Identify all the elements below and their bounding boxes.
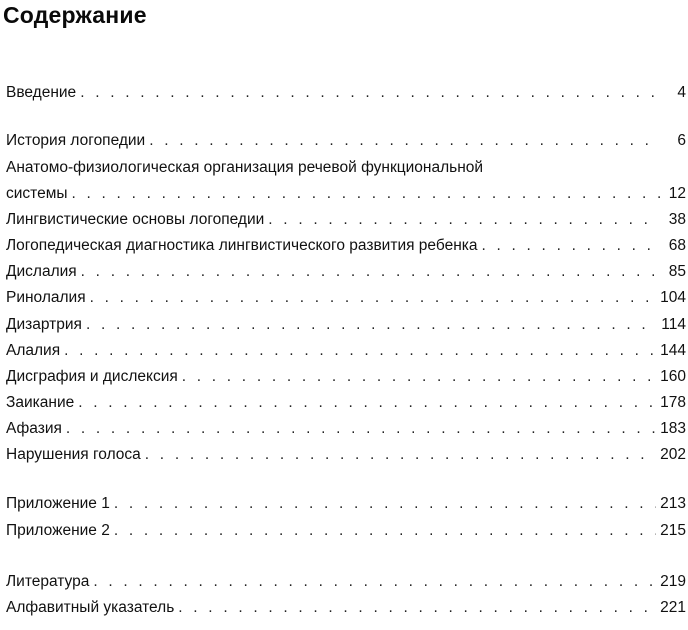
dot-leader [93,571,656,593]
toc-entry-stuttering[interactable] [6,392,686,414]
page-title: Содержание [3,2,147,28]
toc-entry-page: 160 [660,368,686,385]
toc-entry-label: Дизартрия [6,316,82,333]
toc-entry-page: 38 [668,211,686,228]
toc-entry-label: Введение [6,84,77,101]
toc-entry-label: Лингвистические основы логопедии [6,211,265,228]
toc-entry-label: Дисграфия и дислексия [6,368,178,385]
toc-entry-page: 104 [660,289,686,306]
dot-leader [268,209,660,231]
dot-leader [182,366,656,388]
toc-entry-page: 12 [668,185,686,202]
toc-entry-page: 213 [660,495,686,512]
toc-entry-page: 183 [660,420,686,437]
toc-entry-history[interactable] [6,130,686,152]
toc-entry-dysarthria[interactable] [6,314,686,336]
dot-leader [145,444,656,466]
dot-leader [149,130,660,152]
table-of-contents [6,0,686,630]
toc-entry-index[interactable] [6,597,686,619]
toc-entry-appendix-2[interactable] [6,520,686,542]
toc-entry-linguistic-basics[interactable] [6,209,686,231]
toc-entry-dyslalia[interactable] [6,261,686,283]
toc-entry-label: Дислалия [6,263,77,280]
toc-entry-rhinolalia[interactable] [6,287,686,309]
toc-entry-label: Приложение 1 [6,495,110,512]
toc-entry-page: 219 [660,573,686,590]
toc-entry-page: 6 [677,132,686,149]
dot-leader [114,493,656,515]
toc-entry-page: 85 [668,263,686,280]
toc-entry-label: Заикание [6,394,75,411]
toc-entry-label: Литература [6,573,90,590]
dot-leader [80,82,660,104]
toc-entry-page: 178 [660,394,686,411]
dot-leader [64,340,656,362]
toc-entry-page: 202 [660,446,686,463]
toc-entry-dysgraphia[interactable] [6,366,686,388]
dot-leader [114,520,656,542]
toc-entry-label-line1: Анатомо-физиологическая организация речевой функциональной [6,159,484,176]
toc-entry-label: Алфавитный указатель [6,599,175,616]
dot-leader [482,235,661,257]
toc-entry-label: Приложение 2 [6,522,110,539]
toc-entry-page: 144 [660,342,686,359]
toc-entry-appendix-1[interactable] [6,493,686,515]
toc-entry-label: Нарушения голоса [6,446,141,463]
toc-entry-alalia[interactable] [6,340,686,362]
toc-entry-voice-disorders[interactable] [6,444,686,466]
dot-leader [78,392,656,414]
toc-entry-label: Логопедическая диагностика лингвистического развития ребенка [6,237,478,254]
toc-entry-label: системы [6,185,68,202]
toc-entry-page: 4 [677,84,686,101]
toc-entry-label: Ринолалия [6,289,86,306]
toc-entry-literature[interactable] [6,571,686,593]
dot-leader [72,183,660,205]
dot-leader [178,597,656,619]
toc-entry-diagnostics[interactable] [6,235,686,257]
toc-entry-introduction[interactable] [6,82,686,104]
toc-entry-label: История логопедии [6,132,146,149]
toc-entry-page: 114 [661,316,686,333]
dot-leader [86,314,657,336]
toc-entry-anatomy[interactable] [6,157,686,205]
toc-entry-page: 221 [660,599,686,616]
toc-entry-aphasia[interactable] [6,418,686,440]
dot-leader [90,287,657,309]
dot-leader [81,261,660,283]
toc-entry-page: 215 [660,522,686,539]
dot-leader [66,418,656,440]
toc-entry-label: Афазия [6,420,62,437]
toc-entry-page: 68 [668,237,686,254]
toc-entry-label: Алалия [6,342,61,359]
